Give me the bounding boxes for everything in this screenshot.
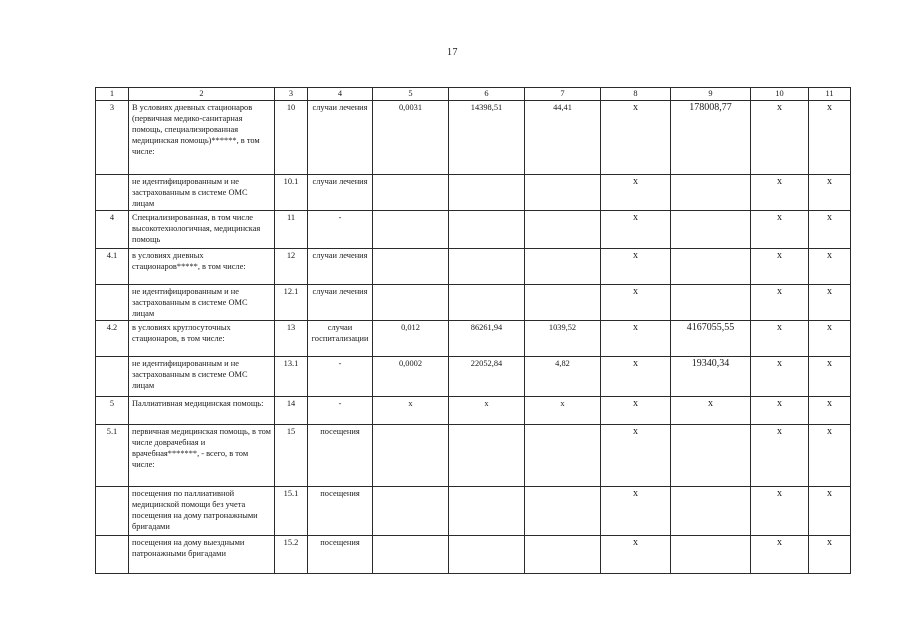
cell-col-3: 12 — [275, 249, 308, 285]
cell-col-5: 0,0031 — [373, 101, 449, 175]
cell-col-1 — [96, 487, 129, 536]
cell-col-3: 15.2 — [275, 536, 308, 574]
cell-col-8: x — [601, 536, 671, 574]
header-col-5: 5 — [373, 88, 449, 101]
cell-col-8: x — [601, 321, 671, 357]
cell-col-3: 10.1 — [275, 175, 308, 211]
cell-col-7: 1039,52 — [525, 321, 601, 357]
cell-col-8: x — [601, 397, 671, 425]
cell-col-9: 178008,77 — [671, 101, 751, 175]
cell-col-3: 13 — [275, 321, 308, 357]
cell-col-11: x — [809, 321, 851, 357]
cell-col-7 — [525, 425, 601, 487]
cell-col-9 — [671, 211, 751, 249]
cell-col-9: x — [671, 397, 751, 425]
cell-col-1 — [96, 175, 129, 211]
cell-col-11: x — [809, 487, 851, 536]
cell-col-1: 3 — [96, 101, 129, 175]
cell-col-9: 19340,34 — [671, 357, 751, 397]
cell-col-10: x — [751, 321, 809, 357]
cell-col-9 — [671, 285, 751, 321]
cell-col-6: 22052,84 — [449, 357, 525, 397]
cell-col-10: x — [751, 285, 809, 321]
header-col-8: 8 — [601, 88, 671, 101]
cell-col-3: 15 — [275, 425, 308, 487]
cell-col-7: 44,41 — [525, 101, 601, 175]
cell-col-10: x — [751, 175, 809, 211]
cell-col-3: 10 — [275, 101, 308, 175]
cell-col-2: в условиях дневных стационаров*****, в том числе: — [129, 249, 275, 285]
cell-col-7 — [525, 211, 601, 249]
header-col-2: 2 — [129, 88, 275, 101]
table-row — [96, 175, 851, 211]
cell-col-5: x — [373, 397, 449, 425]
cell-col-4: - — [308, 211, 373, 249]
cell-col-8: x — [601, 101, 671, 175]
cell-col-2: посещения по паллиативной медицинской помощи без учета посещения на дому патронажными бригадами — [129, 487, 275, 536]
cell-col-2: В условиях дневных стационаров (первичная медико-санитарная помощь, специализированная медицинская помощь)******, в том числе: — [129, 101, 275, 175]
cell-col-6 — [449, 487, 525, 536]
cell-col-8: x — [601, 211, 671, 249]
cell-col-11: x — [809, 285, 851, 321]
cell-col-4: случаи лечения — [308, 285, 373, 321]
header-col-9: 9 — [671, 88, 751, 101]
cell-col-5 — [373, 175, 449, 211]
cell-col-2: посещения на дому выездными патронажными бригадами — [129, 536, 275, 574]
cell-col-10: x — [751, 357, 809, 397]
cell-col-7 — [525, 487, 601, 536]
header-col-11: 11 — [809, 88, 851, 101]
cell-col-2: Специализированная, в том числе высокотехнологичная, медицинская помощь — [129, 211, 275, 249]
cell-col-7: 4,82 — [525, 357, 601, 397]
cell-col-11: x — [809, 101, 851, 175]
cell-col-6 — [449, 425, 525, 487]
cell-col-1: 4 — [96, 211, 129, 249]
cell-col-3: 12.1 — [275, 285, 308, 321]
table-row — [96, 357, 851, 397]
cell-col-9 — [671, 425, 751, 487]
table-row — [96, 249, 851, 285]
cell-col-8: x — [601, 357, 671, 397]
cell-col-2: Паллиативная медицинская помощь: — [129, 397, 275, 425]
cell-col-6: 86261,94 — [449, 321, 525, 357]
cell-col-2: первичная медицинская помощь, в том числе доврачебная и врачебная*******, - всего, в том числе: — [129, 425, 275, 487]
cell-col-11: x — [809, 425, 851, 487]
cell-col-10: x — [751, 487, 809, 536]
cell-col-9 — [671, 536, 751, 574]
cell-col-1 — [96, 357, 129, 397]
cell-col-6 — [449, 536, 525, 574]
cell-col-11: x — [809, 536, 851, 574]
cell-col-11: x — [809, 397, 851, 425]
header-col-10: 10 — [751, 88, 809, 101]
cell-col-8: x — [601, 285, 671, 321]
cell-col-10: x — [751, 211, 809, 249]
cell-col-1: 4.1 — [96, 249, 129, 285]
cell-col-11: x — [809, 357, 851, 397]
cell-col-9 — [671, 249, 751, 285]
header-col-4: 4 — [308, 88, 373, 101]
cell-col-5: 0,0002 — [373, 357, 449, 397]
table-row — [96, 285, 851, 321]
cell-col-3: 13.1 — [275, 357, 308, 397]
cell-col-3: 11 — [275, 211, 308, 249]
header-col-3: 3 — [275, 88, 308, 101]
table-row — [96, 536, 851, 574]
cell-col-2: не идентифицированным и не застрахованным в системе ОМС лицам — [129, 357, 275, 397]
cell-col-2: не идентифицированным и не застрахованным в системе ОМС лицам — [129, 175, 275, 211]
cell-col-5 — [373, 211, 449, 249]
cell-col-5 — [373, 425, 449, 487]
cell-col-6 — [449, 249, 525, 285]
cell-col-6 — [449, 211, 525, 249]
cell-col-4: случаи лечения — [308, 249, 373, 285]
cell-col-1: 5 — [96, 397, 129, 425]
cell-col-6 — [449, 175, 525, 211]
cell-col-5 — [373, 536, 449, 574]
cell-col-4: посещения — [308, 487, 373, 536]
tariff-table — [95, 87, 851, 574]
cell-col-9 — [671, 487, 751, 536]
cell-col-4: - — [308, 357, 373, 397]
cell-col-4: посещения — [308, 536, 373, 574]
cell-col-3: 14 — [275, 397, 308, 425]
cell-col-1: 4.2 — [96, 321, 129, 357]
cell-col-2: в условиях круглосуточных стационаров, в том числе: — [129, 321, 275, 357]
header-row — [96, 88, 851, 101]
table-row — [96, 211, 851, 249]
cell-col-4: случаи госпитализации — [308, 321, 373, 357]
cell-col-3: 15.1 — [275, 487, 308, 536]
cell-col-11: x — [809, 175, 851, 211]
cell-col-10: x — [751, 249, 809, 285]
cell-col-7: x — [525, 397, 601, 425]
cell-col-9 — [671, 175, 751, 211]
cell-col-7 — [525, 249, 601, 285]
cell-col-6 — [449, 285, 525, 321]
cell-col-1 — [96, 285, 129, 321]
cell-col-8: x — [601, 487, 671, 536]
table-row — [96, 397, 851, 425]
cell-col-7 — [525, 175, 601, 211]
header-col-6: 6 — [449, 88, 525, 101]
cell-col-11: x — [809, 211, 851, 249]
cell-col-5 — [373, 249, 449, 285]
cell-col-5 — [373, 285, 449, 321]
table-row — [96, 425, 851, 487]
cell-col-1 — [96, 536, 129, 574]
table-row — [96, 487, 851, 536]
cell-col-9: 4167055,55 — [671, 321, 751, 357]
cell-col-2: не идентифицированным и не застрахованным в системе ОМС лицам — [129, 285, 275, 321]
cell-col-6: x — [449, 397, 525, 425]
cell-col-8: x — [601, 425, 671, 487]
cell-col-10: x — [751, 101, 809, 175]
cell-col-4: случаи лечения — [308, 101, 373, 175]
cell-col-1: 5.1 — [96, 425, 129, 487]
cell-col-10: x — [751, 425, 809, 487]
cell-col-8: x — [601, 249, 671, 285]
table-row — [96, 321, 851, 357]
page-number: 17 — [447, 47, 458, 58]
cell-col-5 — [373, 487, 449, 536]
cell-col-4: случаи лечения — [308, 175, 373, 211]
cell-col-7 — [525, 536, 601, 574]
cell-col-5: 0,012 — [373, 321, 449, 357]
cell-col-4: - — [308, 397, 373, 425]
cell-col-10: x — [751, 536, 809, 574]
cell-col-4: посещения — [308, 425, 373, 487]
cell-col-10: x — [751, 397, 809, 425]
header-col-7: 7 — [525, 88, 601, 101]
table-row — [96, 101, 851, 175]
header-col-1: 1 — [96, 88, 129, 101]
cell-col-8: x — [601, 175, 671, 211]
cell-col-11: x — [809, 249, 851, 285]
cell-col-6: 14398,51 — [449, 101, 525, 175]
cell-col-7 — [525, 285, 601, 321]
